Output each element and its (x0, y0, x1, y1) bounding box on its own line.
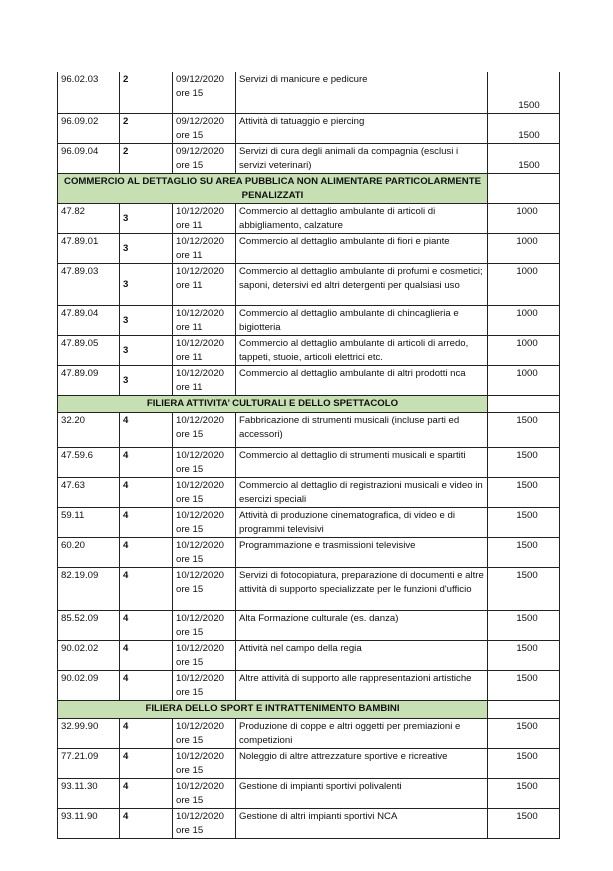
deadline-date: 10/12/2020 (176, 367, 225, 379)
deadline-date: 10/12/2020 (176, 569, 225, 581)
deadline-cell (173, 263, 236, 305)
group-number: 4 (120, 718, 173, 748)
deadline-cell (173, 412, 236, 447)
ateco-code: 59.11 (58, 507, 120, 537)
group-number: 4 (120, 778, 173, 808)
deadline-time: ore 15 (176, 88, 204, 99)
deadline-date: 09/12/2020 (176, 74, 225, 85)
activity-description: Attività nel campo della regia (236, 640, 488, 670)
deadline-cell (173, 778, 236, 808)
ateco-code: 82.19.09 (58, 567, 120, 610)
deadline-time: ore 15 (176, 626, 204, 638)
contribution-amount: 1500 (488, 507, 560, 537)
table-row (58, 412, 560, 447)
ateco-code: 85.52.09 (58, 610, 120, 640)
deadline-date: 10/12/2020 (176, 720, 225, 732)
section-amount-cell (488, 700, 560, 718)
deadline-time: ore 15 (176, 129, 204, 141)
section-header-row (58, 395, 560, 412)
table-row (58, 72, 560, 113)
group-number: 3 (120, 335, 173, 365)
group-number: 2 (120, 72, 173, 113)
deadline-cell (173, 447, 236, 477)
deadline-cell (173, 748, 236, 778)
deadline-date: 10/12/2020 (176, 414, 225, 426)
deadline-date: 10/12/2020 (176, 479, 225, 491)
group-number: 4 (120, 567, 173, 610)
activity-description: Commercio al dettaglio ambulante di altri prodotti nca (236, 365, 488, 395)
ateco-code: 47.89.04 (58, 305, 120, 335)
contribution-amount: 1500 (488, 808, 560, 838)
table-row (58, 335, 560, 365)
deadline-date: 10/12/2020 (176, 509, 225, 521)
table-row (58, 447, 560, 477)
activity-description: Gestione di altri impianti sportivi NCA (236, 808, 488, 838)
section-header-row (58, 700, 560, 718)
deadline-time: ore 11 (176, 279, 203, 291)
group-number: 3 (120, 365, 173, 395)
activity-description: Attività di tatuaggio e piercing (236, 113, 488, 143)
contribution-amount: 1500 (488, 113, 560, 143)
activity-description: Gestione di impianti sportivi polivalenti (236, 778, 488, 808)
deadline-time: ore 15 (176, 734, 204, 746)
group-number: 4 (120, 447, 173, 477)
deadline-time: ore 15 (176, 794, 204, 806)
group-number: 3 (120, 203, 173, 233)
section-amount-cell (488, 173, 560, 203)
activity-description: Servizi di cura degli animali da compagnia (esclusi i servizi veterinari) (236, 143, 488, 173)
contribution-amount: 1000 (488, 203, 560, 233)
deadline-date: 10/12/2020 (176, 539, 225, 551)
deadline-cell (173, 507, 236, 537)
ateco-code: 93.11.30 (58, 778, 120, 808)
activity-description: Altre attività di supporto alle rappresentazioni artistiche (236, 670, 488, 700)
group-number: 4 (120, 412, 173, 447)
table-row (58, 670, 560, 700)
ateco-code: 60.20 (58, 537, 120, 567)
deadline-cell (173, 808, 236, 838)
deadline-cell (173, 335, 236, 365)
activity-description: Commercio al dettaglio ambulante di articoli di abbigliamento, calzature (236, 203, 488, 233)
contribution-amount: 1500 (488, 477, 560, 507)
ateco-code: 90.02.09 (58, 670, 120, 700)
ateco-code: 47.89.01 (58, 233, 120, 263)
ateco-code: 47.89.09 (58, 365, 120, 395)
deadline-date: 10/12/2020 (176, 780, 225, 792)
deadline-time: ore 15 (176, 493, 204, 505)
deadline-cell (173, 567, 236, 610)
deadline-time: ore 11 (176, 249, 203, 261)
group-number: 4 (120, 748, 173, 778)
deadline-cell (173, 718, 236, 748)
deadline-date: 09/12/2020 (176, 115, 225, 127)
ateco-code: 32.20 (58, 412, 120, 447)
table-row (58, 233, 560, 263)
deadline-cell (173, 233, 236, 263)
contribution-amount: 1000 (488, 233, 560, 263)
table-row (58, 808, 560, 838)
table-row (58, 718, 560, 748)
table-row (58, 778, 560, 808)
table-row (58, 748, 560, 778)
deadline-date: 10/12/2020 (176, 642, 225, 654)
deadline-cell (173, 143, 236, 173)
contribution-amount: 1000 (488, 365, 560, 395)
deadline-time: ore 15 (176, 583, 204, 595)
ateco-code: 47.63 (58, 477, 120, 507)
deadline-date: 09/12/2020 (176, 145, 225, 157)
activity-description: Commercio al dettaglio ambulante di chincaglieria e bigiotteria (236, 305, 488, 335)
deadline-cell (173, 477, 236, 507)
activity-description: Programmazione e trasmissioni televisive (236, 537, 488, 567)
ateco-code: 96.09.02 (58, 113, 120, 143)
group-number: 4 (120, 507, 173, 537)
group-number: 4 (120, 640, 173, 670)
table-row (58, 305, 560, 335)
activity-description: Alta Formazione culturale (es. danza) (236, 610, 488, 640)
deadline-cell (173, 610, 236, 640)
group-number: 2 (120, 143, 173, 173)
ateco-code: 96.02.03 (58, 72, 120, 113)
activity-description: Servizi di fotocopiatura, preparazione di documenti e altre attività di supporto specializzate per le funzioni d'ufficio (236, 567, 488, 610)
table-row (58, 263, 560, 305)
section-title: COMMERCIO AL DETTAGLIO SU AREA PUBBLICA NON ALIMENTARE PARTICOLARMENTE PENALIZZATI (58, 173, 488, 203)
deadline-cell (173, 537, 236, 567)
group-number: 4 (120, 808, 173, 838)
group-number: 3 (120, 305, 173, 335)
table-row (58, 113, 560, 143)
activity-description: Commercio al dettaglio ambulante di articoli di arredo, tappeti, stuoie, articoli elettrici etc. (236, 335, 488, 365)
contribution-amount: 1500 (488, 778, 560, 808)
deadline-date: 10/12/2020 (176, 612, 225, 624)
ateco-code: 47.59.6 (58, 447, 120, 477)
deadline-time: ore 15 (176, 824, 204, 836)
deadline-time: ore 15 (176, 428, 204, 440)
ateco-code: 47.89.03 (58, 263, 120, 305)
deadline-time: ore 15 (176, 553, 204, 565)
activity-description: Servizi di manicure e pedicure (236, 72, 488, 113)
deadline-date: 10/12/2020 (176, 810, 225, 822)
deadline-time: ore 15 (176, 159, 204, 171)
deadline-date: 10/12/2020 (176, 307, 225, 319)
deadline-date: 10/12/2020 (176, 750, 225, 762)
activity-description: Commercio al dettaglio ambulante di fiori e piante (236, 233, 488, 263)
table-row (58, 640, 560, 670)
activity-description: Commercio al dettaglio ambulante di profumi e cosmetici; saponi, detersivi ed altri detergenti per qualsiasi uso (236, 263, 488, 305)
contribution-amount: 1500 (488, 567, 560, 610)
ateco-codes-table (57, 72, 560, 839)
contribution-amount: 1500 (488, 670, 560, 700)
table-row (58, 365, 560, 395)
activity-description: Commercio al dettaglio di registrazioni musicali e video in esercizi speciali (236, 477, 488, 507)
deadline-time: ore 15 (176, 764, 204, 776)
deadline-date: 10/12/2020 (176, 672, 225, 684)
deadline-time: ore 11 (176, 219, 203, 231)
deadline-time: ore 15 (176, 463, 204, 475)
table-body (58, 72, 560, 838)
section-amount-cell (488, 395, 560, 412)
activity-description: Produzione di coppe e altri oggetti per premiazioni e competizioni (236, 718, 488, 748)
contribution-amount: 1000 (488, 335, 560, 365)
deadline-date: 10/12/2020 (176, 235, 225, 247)
deadline-time: ore 15 (176, 656, 204, 668)
group-number: 4 (120, 610, 173, 640)
ateco-code: 47.82 (58, 203, 120, 233)
deadline-time: ore 11 (176, 321, 203, 333)
group-number: 4 (120, 477, 173, 507)
deadline-time: ore 11 (176, 381, 203, 393)
deadline-cell (173, 113, 236, 143)
contribution-amount: 1500 (488, 537, 560, 567)
deadline-cell (173, 305, 236, 335)
table-row (58, 203, 560, 233)
contribution-amount: 1500 (488, 447, 560, 477)
ateco-code: 96.09.04 (58, 143, 120, 173)
group-number: 4 (120, 537, 173, 567)
deadline-date: 10/12/2020 (176, 337, 225, 349)
deadline-date: 10/12/2020 (176, 265, 225, 277)
contribution-amount: 1500 (488, 748, 560, 778)
deadline-cell (173, 365, 236, 395)
deadline-cell (173, 203, 236, 233)
section-title: FILIERA ATTIVITA’ CULTURALI E DELLO SPETTACOLO (58, 395, 488, 412)
contribution-amount: 1500 (488, 640, 560, 670)
section-header-row (58, 173, 560, 203)
deadline-cell (173, 670, 236, 700)
contribution-amount: 1500 (488, 72, 560, 113)
deadline-cell (173, 640, 236, 670)
table-row (58, 610, 560, 640)
ateco-code: 77.21.09 (58, 748, 120, 778)
deadline-date: 10/12/2020 (176, 205, 225, 217)
activity-description: Noleggio di altre attrezzature sportive e ricreative (236, 748, 488, 778)
table-row (58, 507, 560, 537)
activity-description: Attività di produzione cinematografica, di video e di programmi televisivi (236, 507, 488, 537)
deadline-time: ore 11 (176, 351, 203, 363)
table-row (58, 537, 560, 567)
table-row (58, 143, 560, 173)
deadline-time: ore 15 (176, 686, 204, 698)
contribution-amount: 1500 (488, 610, 560, 640)
contribution-amount: 1500 (488, 718, 560, 748)
deadline-date: 10/12/2020 (176, 449, 225, 461)
deadline-cell (173, 72, 236, 113)
ateco-code: 90.02.02 (58, 640, 120, 670)
group-number: 3 (120, 263, 173, 305)
contribution-amount: 1500 (488, 412, 560, 447)
table-row (58, 567, 560, 610)
activity-description: Commercio al dettaglio di strumenti musicali e spartiti (236, 447, 488, 477)
contribution-amount: 1000 (488, 263, 560, 305)
group-number: 4 (120, 670, 173, 700)
contribution-amount: 1000 (488, 305, 560, 335)
ateco-code: 32.99.90 (58, 718, 120, 748)
ateco-code: 93.11.90 (58, 808, 120, 838)
section-title: FILIERA DELLO SPORT E INTRATTENIMENTO BAMBINI (58, 700, 488, 718)
contribution-amount: 1500 (488, 143, 560, 173)
group-number: 3 (120, 233, 173, 263)
activity-description: Fabbricazione di strumenti musicali (incluse parti ed accessori) (236, 412, 488, 447)
group-number: 2 (120, 113, 173, 143)
table-row (58, 477, 560, 507)
deadline-time: ore 15 (176, 523, 204, 535)
ateco-code: 47.89.05 (58, 335, 120, 365)
